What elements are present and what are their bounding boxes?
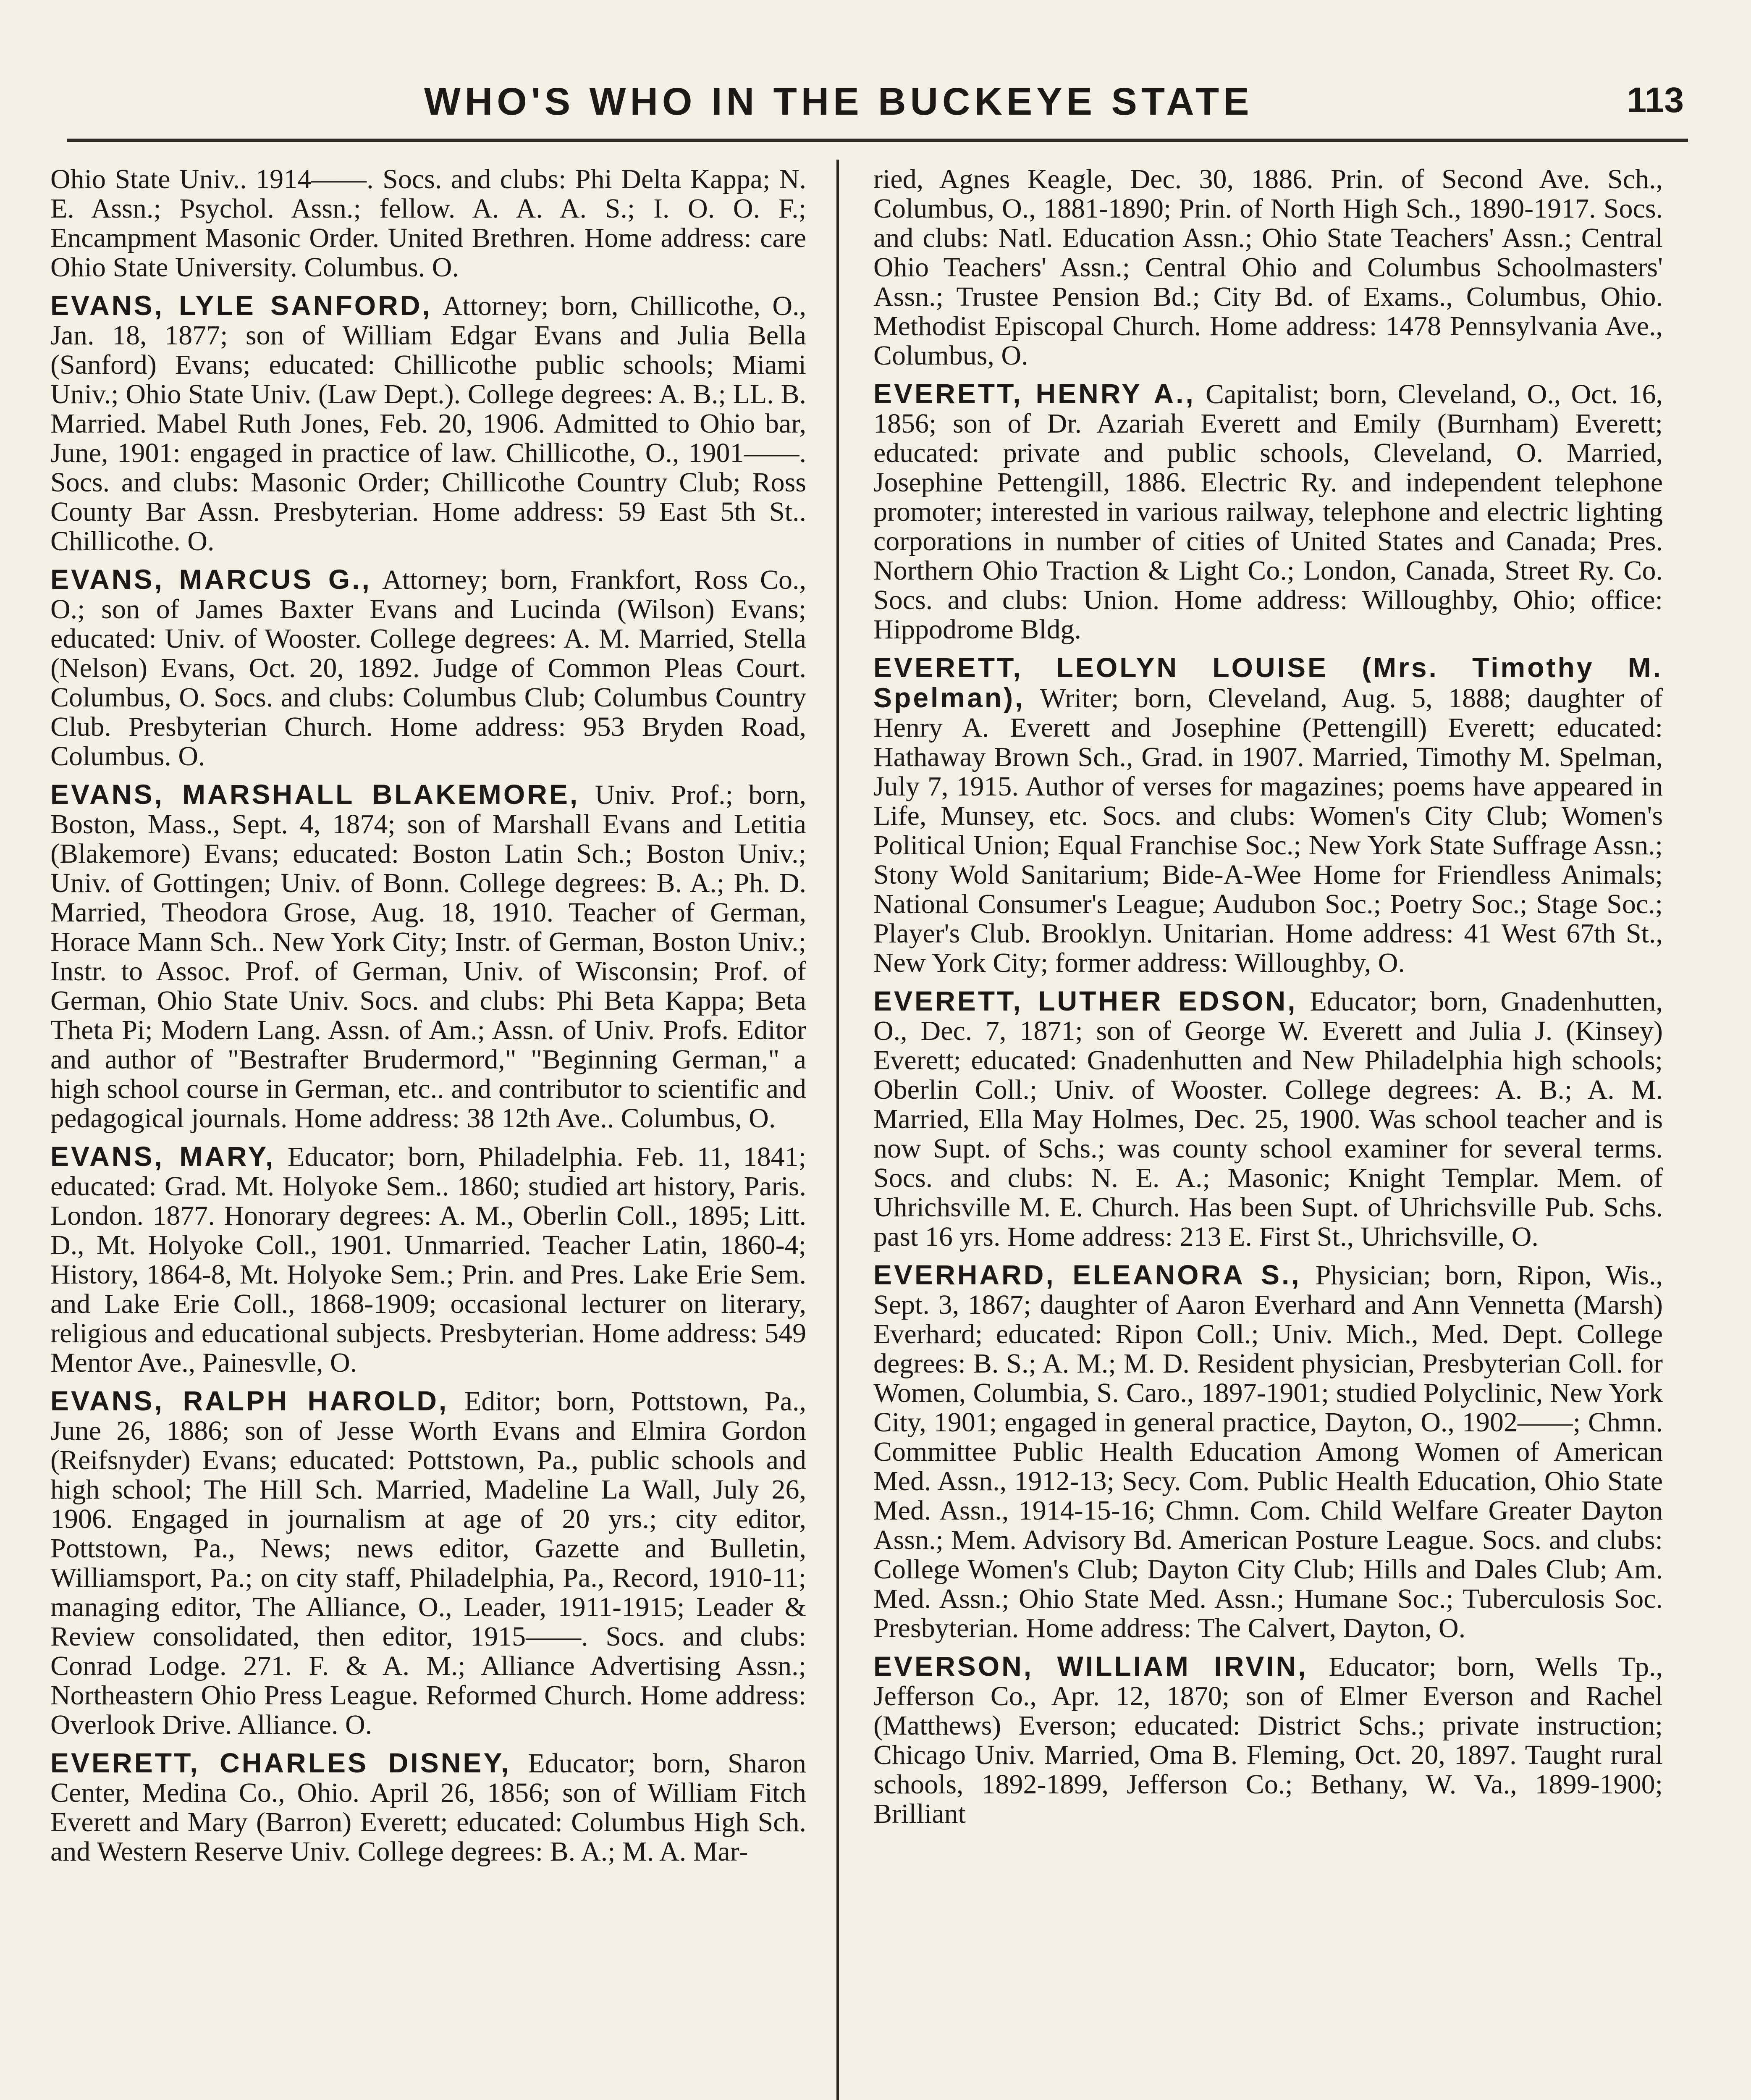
entry-name: EVANS, RALPH HAROLD, — [50, 1385, 449, 1416]
entry-text: Educator; born, Philadelphia. Feb. 11, 1841; educated: Grad. Mt. Holyoke Sem.. 1860; studied art history, Paris. London. 1877. Honorary degrees: A. M., Oberlin Coll., 1895; Litt. D., Mt. Holyoke Coll., 1901. Unmarried. Teacher Latin, 1860-4; History, 1864-8, Mt. Holyoke Sem.; Prin. and Pres. Lake Erie Sem. and Lake Erie Coll., 1868-1909; occasional lecturer on literary, religious and educational subjects. Presbyterian. Home address: 549 Mentor Ave., Painesvlle, O. — [50, 1142, 806, 1378]
entry-name: EVERETT, LUTHER EDSON, — [873, 985, 1298, 1016]
entry-text: Physician; born, Ripon, Wis., Sept. 3, 1867; daughter of Aaron Everhard and Ann Vennetta (Marsh) Everhard; educated: Ripon Coll.; Univ. Mich., Med. Dept. College degrees: B. S.; A. M.; M. D. Resident physician, Presbyterian Coll. for Women, Columbia, S. Caro., 1897-1901; studied Polyclinic, New York City, 1901; engaged in general practice, Dayton, O., 1902——; Chmn. Committee Public Health Education Among Women of American Med. Assn., 1912-13; Secy. Com. Public Health Education, Ohio State Med. Assn., 1914-15-16; Chmn. Com. Child Welfare Greater Dayton Assn.; Mem. Advisory Bd. American Posture League. Socs. and clubs: College Women's Club; Dayton City Club; Hills and Dales Club; Am. Med. Assn.; Ohio State Med. Assn.; Humane Soc.; Tuberculosis Soc. Presbyterian. Home address: The Calvert, Dayton, O. — [873, 1260, 1663, 1643]
biography-entry — [873, 164, 1663, 370]
entry-text: Writer; born, Cleveland, Aug. 5, 1888; daughter of Henry A. Everett and Josephine (Pettengill) Everett; educated: Hathaway Brown Sch., Grad. in 1907. Married, Timothy M. Spelman, July 7, 1915. Author of verses for magazines; poems have appeared in Life, Munsey, etc. Socs. and clubs: Women's City Club; Women's Political Union; Equal Franchise Soc.; New York State Suffrage Assn.; Stony Wold Sanitarium; Bide-A-Wee Home for Friendless Animals; National Consumer's League; Audubon Soc.; Poetry Soc.; Stage Soc.; Player's Club. Brooklyn. Unitarian. Home address: 41 West 67th St., New York City; former address: Willoughby, O. — [873, 683, 1663, 978]
entry-text: Editor; born, Pottstown, Pa., June 26, 1886; son of Jesse Worth Evans and Elmira Gordon (Reifsnyder) Evans; educated: Pottstown, Pa., public schools and high school; The Hill Sch. Married, Madeline La Wall, July 26, 1906. Engaged in journalism at age of 20 yrs.; city editor, Pottstown, Pa., News; news editor, Gazette and Bulletin, Williamsport, Pa.; on city staff, Philadelphia, Pa., Record, 1910-11; managing editor, The Alliance, O., Leader, 1911-1915; Leader & Review consolidated, then editor, 1915——. Socs. and clubs: Conrad Lodge. 271. F. & A. M.; Alliance Advertising Assn.; Northeastern Ohio Press League. Reformed Church. Home address: Overlook Drive. Alliance. O. — [50, 1386, 806, 1740]
biography-entry — [50, 1748, 806, 1866]
biography-entry — [50, 164, 806, 282]
entry-name: EVERETT, CHARLES DISNEY, — [50, 1747, 511, 1778]
entry-text: Ohio State Univ.. 1914——. Socs. and clubs: Phi Delta Kappa; N. E. Assn.; Psychol. Assn.; fellow. A. A. A. S.; I. O. O. F.; Encampment Masonic Order. United Brethren. Home address: care Ohio State University. Columbus. O. — [50, 164, 806, 283]
entry-text: Attorney; born, Frankfort, Ross Co., O.; son of James Baxter Evans and Lucinda (Wilson) Evans; educated: Univ. of Wooster. College degrees: A. M. Married, Stella (Nelson) Evans, Oct. 20, 1892. Judge of Common Pleas Court. Columbus, O. Socs. and clubs: Columbus Club; Columbus Country Club. Presbyterian Church. Home address: 953 Bryden Road, Columbus. O. — [50, 564, 806, 772]
biography-entry — [873, 1651, 1663, 1829]
biography-entry — [873, 379, 1663, 644]
entry-text: Attorney; born, Chillicothe, O., Jan. 18, 1877; son of William Edgar Evans and Julia Bella (Sanford) Evans; educated: Chillicothe public schools; Miami Univ.; Ohio State Univ. (Law Dept.). College degrees: A. B.; LL. B. Married. Mabel Ruth Jones, Feb. 20, 1906. Admitted to Ohio bar, June, 1901: engaged in practice of law. Chillicothe, O., 1901——. Socs. and clubs: Masonic Order; Chillicothe Country Club; Ross County Bar Assn. Presbyterian. Home address: 59 East 5th St.. Chillicothe. O. — [50, 291, 807, 556]
entry-name: EVANS, MARCUS G., — [50, 564, 372, 595]
biography-entry — [50, 1142, 806, 1378]
entry-text: Capitalist; born, Cleveland, O., Oct. 16, 1856; son of Dr. Azariah Everett and Emily (Burnham) Everett; educated: private and public schools, Cleveland, O. Married, Josephine Pettengill, 1886. Electric Ry. and independent telephone promoter; interested in various railway, telephone and electric lighting corporations in number of cities of United States and Canada; Pres. Northern Ohio Traction & Light Co.; London, Canada, Street Ry. Co. Socs. and clubs: Union. Home address: Willoughby, Ohio; office: Hippodrome Bldg. — [873, 379, 1663, 645]
page-header — [67, 71, 1688, 142]
biography-entry — [873, 1260, 1663, 1643]
entry-text: Educator; born, Sharon Center, Medina Co., Ohio. April 26, 1856; son of William Fitch Everett and Mary (Barron) Everett; educated: Columbus High Sch. and Western Reserve Univ. College degrees: B. A.; M. A. Mar- — [50, 1748, 806, 1867]
column-rule — [836, 160, 839, 2100]
entry-name: EVERHARD, ELEANORA S., — [873, 1259, 1301, 1290]
entry-text: Educator; born, Wells Tp., Jefferson Co., Apr. 12, 1870; son of Elmer Everson and Rachel (Matthews) Everson; educated: District Schs.; private instruction; Chicago Univ. Married, Oma B. Fleming, Oct. 20, 1897. Taught rural schools, 1892-1899, Jefferson Co.; Bethany, W. Va., 1899-1900; Brilliant — [873, 1651, 1663, 1829]
entry-name: EVANS, MARSHALL BLAKEMORE, — [50, 779, 580, 810]
running-title: WHO'S WHO IN THE BUCKEYE STATE — [424, 80, 1253, 123]
page-number: 113 — [1627, 80, 1684, 120]
entry-text: ried, Agnes Keagle, Dec. 30, 1886. Prin. of Second Ave. Sch., Columbus, O., 1881-1890; Prin. of North High Sch., 1890-1917. Socs. and clubs: Natl. Education Assn.; Ohio State Teachers' Assn.; Central Ohio Teachers' Assn.; Central Ohio and Columbus Schoolmasters' Assn.; Trustee Pension Bd.; City Bd. of Exams., Columbus, Ohio. Methodist Episcopal Church. Home address: 1478 Pennsylvania Ave., Columbus, O. — [873, 164, 1663, 371]
biography-entry — [873, 986, 1663, 1252]
entry-name: EVANS, LYLE SANFORD, — [50, 290, 432, 321]
biography-entry — [50, 564, 806, 771]
left-column — [50, 164, 806, 1875]
biography-entry — [50, 780, 806, 1133]
biography-entry — [50, 291, 806, 556]
entry-text: Univ. Prof.; born, Boston, Mass., Sept. 4, 1874; son of Marshall Evans and Letitia (Blakemore) Evans; educated: Boston Latin Sch.; Boston Univ.; Univ. of Gottingen; Univ. of Bonn. College degrees: B. A.; Ph. D. Married, Theodora Grose, Aug. 18, 1910. Teacher of German, Horace Mann Sch.. New York City; Instr. of German, Boston Univ.; Instr. to Assoc. Prof. of German, Univ. of Wisconsin; Prof. of German, Ohio State Univ. Socs. and clubs: Phi Beta Kappa; Beta Theta Pi; Modern Lang. Assn. of Am.; Assn. of Univ. Profs. Editor and author of "Bestrafter Brudermord," "Beginning German," a high school course in German, etc.. and contributor to scientific and pedagogical journals. Home address: 38 12th Ave.. Columbus, O. — [50, 780, 806, 1134]
right-column — [873, 164, 1663, 1837]
biography-entry — [873, 653, 1663, 978]
biography-entry — [50, 1386, 806, 1740]
entry-text: Educator; born, Gnadenhutten, O., Dec. 7, 1871; son of George W. Everett and Julia J. (Kinsey) Everett; educated: Gnadenhutten and New Philadelphia high schools; Oberlin Coll.; Univ. of Wooster. College degrees: A. B.; A. M. Married, Ella May Holmes, Dec. 25, 1900. Was school teacher and is now Supt. of Schs.; was county school examiner for several terms. Socs. and clubs: N. E. A.; Masonic; Knight Templar. Mem. of Uhrichsville M. E. Church. Has been Supt. of Uhrichsville Pub. Schs. past 16 yrs. Home address: 213 E. First St., Uhrichsville, O. — [873, 986, 1663, 1252]
entry-name: EVANS, MARY, — [50, 1141, 275, 1172]
entry-name: EVERSON, WILLIAM IRVIN, — [873, 1651, 1308, 1682]
entry-name: EVERETT, LEOLYN LOUISE (Mrs. Timothy M. Spelman), — [873, 652, 1663, 713]
entry-name: EVERETT, HENRY A., — [873, 378, 1195, 409]
